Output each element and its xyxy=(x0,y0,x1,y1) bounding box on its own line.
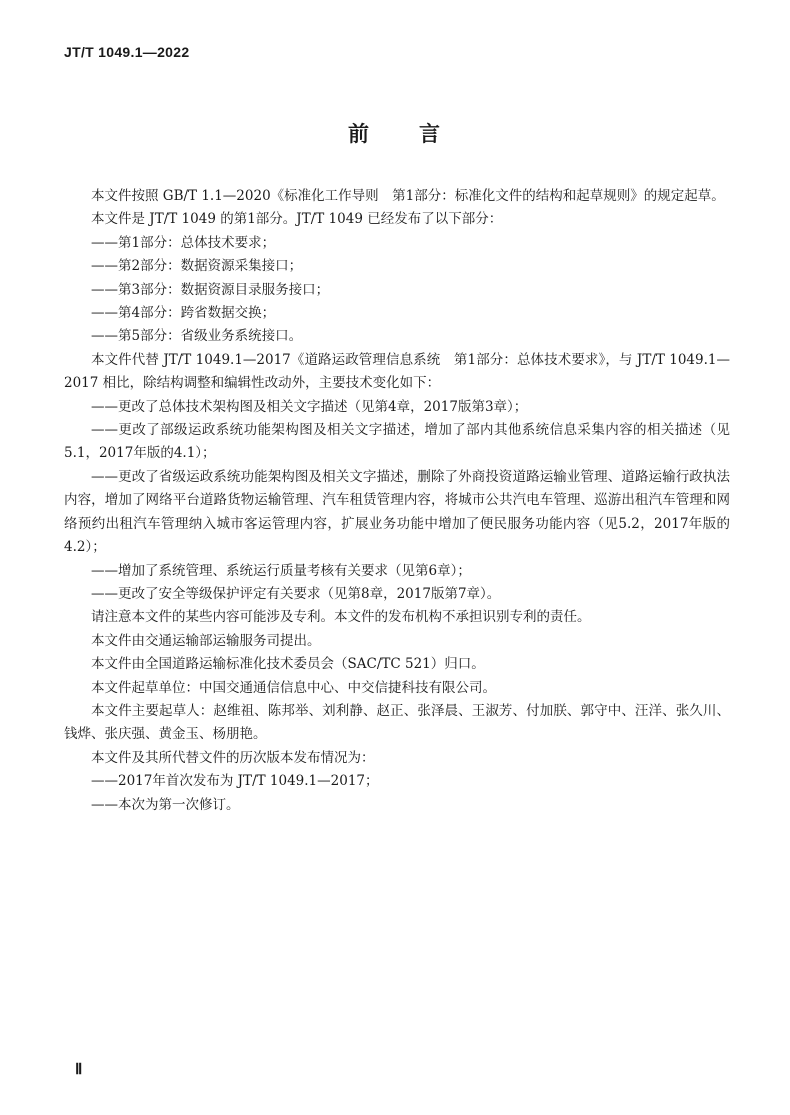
paragraph: 本文件及其所代替文件的历次版本发布情况为： xyxy=(91,749,375,766)
list-item: ——第4部分：跨省数据交换； xyxy=(91,305,276,322)
paragraph: 本文件由全国道路运输标准化技术委员会（SAC/TC 521）归口。 xyxy=(91,656,485,673)
paragraph: 请注意本文件的某些内容可能涉及专利。本文件的发布机构不承担识别专利的责任。 xyxy=(91,609,591,626)
list-item: ——第3部分：数据资源目录服务接口； xyxy=(91,281,330,298)
paragraph: 本文件由交通运输部运输服务司提出。 xyxy=(91,632,321,649)
paragraph: 本文件起草单位：中国交通通信信息中心、中交信捷科技有限公司。 xyxy=(91,679,496,696)
list-item: ——增加了系统管理、系统运行质量考核有关要求（见第6章）； xyxy=(91,562,471,579)
page-number: Ⅱ xyxy=(75,1062,83,1078)
paragraph: 本文件代替 JT/T 1049.1—2017《道路运政管理信息系统 第1部分：总体技术要求》，与 JT/T 1049.1—2017 相比，除结构调整和编辑性改动外，主要技术变化如下： xyxy=(64,351,730,392)
standard-code: JT/T 1049.1—2022 xyxy=(64,44,190,60)
list-item: ——更改了总体技术架构图及相关文字描述（见第4章，2017版第3章）； xyxy=(91,398,528,415)
list-item: ——更改了省级运政系统功能架构图及相关文字描述，删除了外商投资道路运输业管理、道路运输行政执法内容，增加了网络平台道路货物运输管理、汽车租赁管理内容，将城市公共汽电车管理、巡游出租汽车管理和网络预约出租汽车管理纳入城市客运管理内容，扩展业务功能中增加了便民服务功能内容（见5.2，2017年版的4.2）； xyxy=(64,468,730,556)
title-char-2: 言 xyxy=(419,122,442,146)
page-title xyxy=(0,118,790,148)
list-item: ——本次为第一次修订。 xyxy=(91,796,240,813)
list-item: ——第2部分：数据资源采集接口； xyxy=(91,258,303,275)
title-char-1: 前 xyxy=(348,122,371,146)
list-item: ——第5部分：省级业务系统接口。 xyxy=(91,328,303,345)
list-item: ——更改了部级运政系统功能架构图及相关文字描述，增加了部内其他系统信息采集内容的相关描述（见5.1，2017年版的4.1）； xyxy=(64,422,730,462)
foreword-body xyxy=(64,185,730,817)
list-item: ——第1部分：总体技术要求； xyxy=(91,234,276,251)
list-item: ——2017年首次发布为 JT/T 1049.1—2017； xyxy=(91,773,379,790)
paragraph: 本文件主要起草人：赵维祖、陈邦举、刘利静、赵正、张泽晨、王淑芳、付加朕、郭守中、汪洋、张久川、钱烨、张庆强、黄金玉、杨朋艳。 xyxy=(64,702,730,743)
list-item: ——更改了安全等级保护评定有关要求（见第8章，2017版第7章）。 xyxy=(91,585,501,602)
paragraph: 本文件按照 GB/T 1.1—2020《标准化工作导则 第1部分：标准化文件的结构和起草规则》的规定起草。 xyxy=(91,188,725,204)
paragraph: 本文件是 JT/T 1049 的第1部分。JT/T 1049 已经发布了以下部分： xyxy=(91,211,503,228)
